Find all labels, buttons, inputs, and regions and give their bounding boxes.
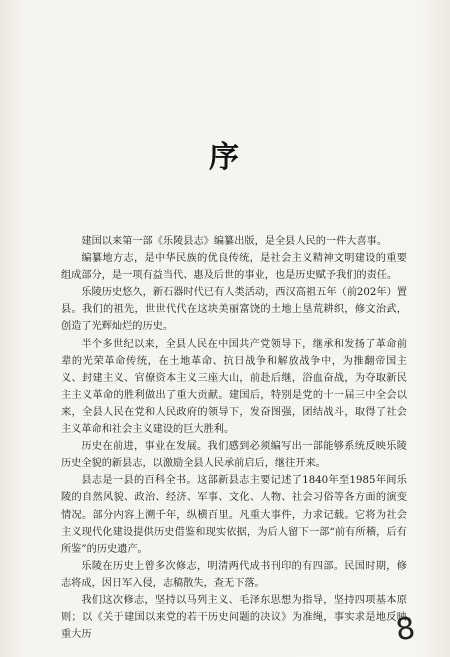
paragraph: 县志是一县的百科全书。这部新县志主要记述了1840年至1985年间乐陵的自然风貌、政治、经济、军事、文化、人物、社会习俗等各方面的演变情况。部分内容上溯千年，纵横百里。凡重大事件，力求记载。它将为社会主义现代化建设提供历史借鉴和现实依据，为后人留下一部“前有所稽，后有所鉴”的历史遗产。 xyxy=(61,475,407,555)
paragraph: 半个多世纪以来，全县人民在中国共产党领导下，继承和发扬了革命前辈的光荣革命传统，在土地革命、抗日战争和解放战争中，为推翻帝国主义、封建主义、官僚资本主义三座大山，前赴后继，浴血奋战，为夺取新民主主义革命的胜利做出了重大贡献。建国后，特别是党的十一届三中全会以来，全县人民在党和人民政府的领导下，发奋图强，团结战斗，取得了社会主义革命和社会主义建设的巨大胜利。 xyxy=(61,338,407,436)
page-number: 8 xyxy=(393,610,418,649)
paragraph: 历史在前进，事业在发展。我们感到必须编写出一部能够系统反映乐陵历史全貌的新县志，以激励全县人民承前启后，继往开来。 xyxy=(61,441,407,470)
paragraph: 我们这次修志，坚持以马列主义、毛泽东思想为指导，坚持四项基本原则；以《关于建国以来党的若干历史问题的决议》为准绳，事实求是地反映重大历 xyxy=(61,594,407,641)
preface-body xyxy=(61,233,407,643)
paragraph: 乐陵在历史上曾多次修志，明清两代成书刊印的有四部。民国时期，修志将成，因日军入侵，志稿散失，查无下落。 xyxy=(61,560,407,589)
preface-title: 序 xyxy=(209,140,241,175)
paragraph: 建国以来第一部《乐陵县志》编纂出版，是全县人民的一件大喜事。 xyxy=(81,236,388,247)
paragraph: 编纂地方志，是中华民族的优良传统，是社会主义精神文明建设的重要组成部分，是一项有益当代、惠及后世的事业，也是历史赋予我们的责任。 xyxy=(61,253,407,282)
paragraph: 乐陵历史悠久，新石器时代已有人类活动，西汉高祖五年（前202年）置县。我们的祖先，世世代代在这块美丽富饶的土地上垦荒耕织，修文治武，创造了光辉灿烂的历史。 xyxy=(61,287,407,333)
